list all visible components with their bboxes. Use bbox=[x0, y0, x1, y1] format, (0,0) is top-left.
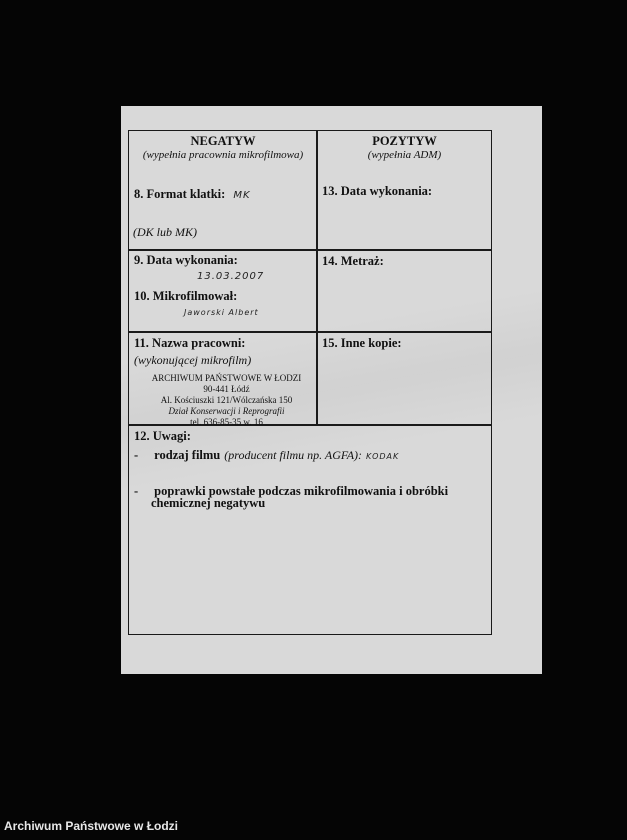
field-9-label: 9. Data wykonania: bbox=[134, 253, 238, 267]
uwagi-item-1 bbox=[134, 446, 399, 464]
item-2-line-1: poprawki powstałe podczas mikrofilmowania i obróbki bbox=[154, 484, 449, 498]
negatyw-title: NEGATYW bbox=[190, 134, 256, 148]
field-10-label: 10. Mikrofilmował: bbox=[134, 289, 238, 303]
pozytyw-cell bbox=[318, 131, 491, 249]
field-11-label: 11. Nazwa pracowni: bbox=[134, 336, 246, 350]
field-14-label: 14. Metraż: bbox=[322, 254, 384, 268]
item-1-hint: (producent filmu np. AGFA): bbox=[224, 448, 363, 462]
field-8-value: MK bbox=[233, 190, 251, 201]
field-11-hint: (wykonującej mikrofilm) bbox=[134, 353, 252, 367]
pozytyw-title: POZYTYW bbox=[372, 134, 437, 148]
field-11-cell bbox=[129, 333, 317, 425]
archive-address-stamp bbox=[139, 373, 314, 428]
field-14-cell bbox=[318, 251, 491, 331]
item-1-value: KODAK bbox=[366, 452, 400, 461]
microfilm-form-table bbox=[128, 130, 492, 635]
item-2-line-2: chemicznej negatywu bbox=[151, 496, 266, 510]
field-9-10-cell bbox=[129, 251, 317, 331]
field-12-cell bbox=[129, 426, 491, 634]
field-15-cell bbox=[318, 333, 491, 425]
item-1-label: rodzaj filmu bbox=[154, 448, 221, 462]
field-8-label: 8. Format klatki: bbox=[134, 187, 226, 201]
bullet-2: - bbox=[134, 484, 139, 498]
field-15-label: 15. Inne kopie: bbox=[322, 336, 402, 350]
document-card bbox=[121, 106, 542, 674]
address-line-5: tel. 636-85-35 w. 16 bbox=[190, 417, 263, 427]
address-line-3: Al. Kościuszki 121/Wólczańska 150 bbox=[160, 395, 293, 405]
field-9-value: 13.03.2007 bbox=[197, 271, 265, 282]
bullet-1: - bbox=[134, 448, 139, 462]
field-10-value: Jaworski Albert bbox=[184, 308, 259, 317]
address-line-1: ARCHIWUM PAŃSTWOWE W ŁODZI bbox=[151, 373, 302, 383]
field-8 bbox=[134, 185, 251, 203]
negatyw-subtitle: (wypełnia pracownia mikrofilmowa) bbox=[142, 149, 304, 161]
field-13-label: 13. Data wykonania: bbox=[322, 184, 433, 198]
field-12-label: 12. Uwagi: bbox=[134, 429, 191, 443]
field-8-hint: (DK lub MK) bbox=[133, 225, 197, 239]
address-line-4: Dział Konserwacji i Reprografii bbox=[168, 406, 285, 416]
pozytyw-subtitle: (wypełnia ADM) bbox=[367, 149, 442, 161]
negatyw-cell bbox=[129, 131, 317, 249]
address-line-2: 90-441 Łódź bbox=[203, 384, 250, 394]
archive-watermark: Archiwum Państwowe w Łodzi bbox=[4, 819, 179, 833]
